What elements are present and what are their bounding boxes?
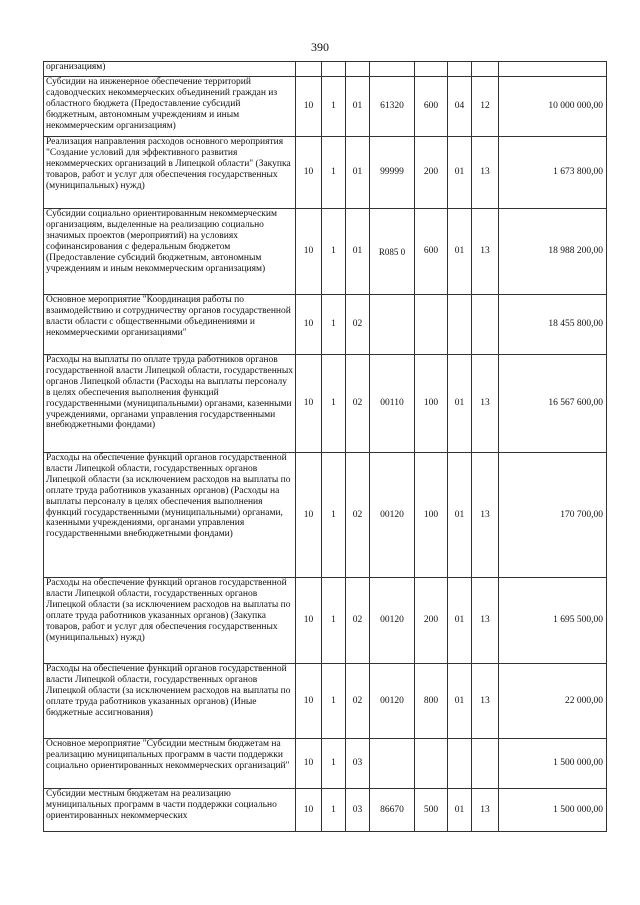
row-subsection: 13: [472, 209, 499, 295]
row-expense-type: 600: [415, 209, 448, 295]
row-amount: 170 700,00: [499, 453, 607, 578]
row-description: Субсидии на инженерное обеспечение территорий садоводческих некоммерческих объединений граждан из областного бюджета (Предоставление субсидий бюджетным, автономным учреждениям и иным некоммерческим организациям): [44, 77, 296, 137]
table-row: [44, 578, 607, 664]
row-event: 02: [346, 355, 370, 453]
row-section: 01: [448, 355, 472, 453]
table-row: [44, 137, 607, 209]
row-amount: 18 455 800,00: [499, 295, 607, 355]
row-amount: 22 000,00: [499, 664, 607, 739]
row-amount: 1 500 000,00: [499, 739, 607, 789]
page-number: 390: [311, 40, 329, 54]
row-program: 10: [296, 578, 322, 664]
row-direction: 00120: [370, 453, 415, 578]
row-direction: R085 0: [370, 209, 415, 295]
row-event: 03: [346, 739, 370, 789]
row-expense-type: 200: [415, 578, 448, 664]
row-direction: 99999: [370, 137, 415, 209]
row-section: [448, 295, 472, 355]
row-subprogram: 1: [322, 209, 346, 295]
row-subprogram: 1: [322, 789, 346, 832]
row-subprogram: 1: [322, 578, 346, 664]
row-subsection: 13: [472, 355, 499, 453]
row-amount: 18 988 200,00: [499, 209, 607, 295]
row-description: Основное мероприятие "Координация работы по взаимодействию и сотрудничеству органов государственной власти области с общественными объединениями и некоммерческими организациями": [44, 295, 296, 355]
row-program: [296, 62, 322, 77]
row-program: 10: [296, 295, 322, 355]
row-subsection: 12: [472, 77, 499, 137]
row-expense-type: [415, 739, 448, 789]
table-row: [44, 664, 607, 739]
row-direction: [370, 295, 415, 355]
row-subsection: 13: [472, 137, 499, 209]
row-description: Расходы на обеспечение функций органов государственной власти Липецкой области, государственных органов Липецкой области (за исключением расходов на выплаты по оплате труда работников указанных органов) (Закупка товаров, работ и услуг для обеспечения государственных (муниципальных) нужд): [44, 578, 296, 664]
row-expense-type: 800: [415, 664, 448, 739]
row-section: 01: [448, 453, 472, 578]
row-description: Расходы на обеспечение функций органов государственной власти Липецкой области, государственных органов Липецкой области (за исключением расходов на выплаты по оплате труда работников указанных органов) (Расходы на выплаты персоналу в целях обеспечения выполнения функций государственными (муниципальными) органами, казенными учреждениями, органами управления государственными внебюджетными фондами): [44, 453, 296, 578]
row-program: 10: [296, 209, 322, 295]
row-description: Расходы на обеспечение функций органов государственной власти Липецкой области, государственных органов Липецкой области (за исключением расходов на выплаты по оплате труда работников указанных органов) (Иные бюджетные ассигнования): [44, 664, 296, 739]
row-description: организациям): [44, 62, 296, 77]
row-event: 03: [346, 789, 370, 832]
row-event: 01: [346, 137, 370, 209]
table-row: [44, 77, 607, 137]
row-expense-type: [415, 295, 448, 355]
row-section: 01: [448, 664, 472, 739]
row-section: 01: [448, 137, 472, 209]
row-description: Субсидии социально ориентированным некоммерческим организациям, выделенные на реализацию социально значимых проектов (мероприятий) на условиях софинансирования с федеральным бюджетом (Предоставление субсидий бюджетным, автономным учреждениям и иным некоммерческим организациям): [44, 209, 296, 295]
row-event: 02: [346, 578, 370, 664]
table-row: [44, 295, 607, 355]
row-amount: 16 567 600,00: [499, 355, 607, 453]
table-row: [44, 355, 607, 453]
row-direction: [370, 739, 415, 789]
row-subsection: 13: [472, 578, 499, 664]
row-program: 10: [296, 664, 322, 739]
row-subprogram: 1: [322, 295, 346, 355]
table-row: [44, 62, 607, 77]
row-expense-type: 600: [415, 77, 448, 137]
row-section: 04: [448, 77, 472, 137]
row-event: 01: [346, 77, 370, 137]
row-amount: 1 500 000,00: [499, 789, 607, 832]
row-program: 10: [296, 739, 322, 789]
row-program: 10: [296, 77, 322, 137]
row-subsection: 13: [472, 789, 499, 832]
row-subprogram: 1: [322, 137, 346, 209]
row-subsection: 13: [472, 664, 499, 739]
row-description: Реализация направления расходов основного мероприятия "Создание условий для эффективного развития некоммерческих организаций в Липецкой области" (Закупка товаров, работ и услуг для обеспечения государственных (муниципальных) нужд): [44, 137, 296, 209]
row-subsection: [472, 739, 499, 789]
row-subsection: 13: [472, 453, 499, 578]
row-program: 10: [296, 355, 322, 453]
row-subprogram: 1: [322, 664, 346, 739]
row-direction: 00110: [370, 355, 415, 453]
row-subsection: [472, 295, 499, 355]
row-expense-type: 200: [415, 137, 448, 209]
row-subprogram: 1: [322, 453, 346, 578]
row-event: 02: [346, 664, 370, 739]
row-description: Субсидии местным бюджетам на реализацию муниципальных программ в части поддержки социально ориентированных некоммерческих: [44, 789, 296, 832]
row-subprogram: 1: [322, 77, 346, 137]
row-description: Расходы на выплаты по оплате труда работников органов государственной власти Липецкой области, государственных органов Липецкой области (Расходы на выплаты персоналу в целях обеспечения выполнения функций государственными (муниципальными) органами, казенными учреждениями, органами управления государственными внебюджетными фондами): [44, 355, 296, 453]
row-section: 01: [448, 789, 472, 832]
row-expense-type: 100: [415, 355, 448, 453]
row-expense-type: 500: [415, 789, 448, 832]
table-row: [44, 453, 607, 578]
row-section: [448, 739, 472, 789]
row-amount: 1 695 500,00: [499, 578, 607, 664]
row-section: 01: [448, 578, 472, 664]
row-event: 02: [346, 453, 370, 578]
table-row: [44, 739, 607, 789]
row-section: [448, 62, 472, 77]
row-expense-type: 100: [415, 453, 448, 578]
row-subprogram: 1: [322, 739, 346, 789]
row-subsection: [472, 62, 499, 77]
row-direction: 61320: [370, 77, 415, 137]
row-event: [346, 62, 370, 77]
row-amount: 1 673 800,00: [499, 137, 607, 209]
row-direction: 00120: [370, 578, 415, 664]
table-row: [44, 789, 607, 832]
row-event: 02: [346, 295, 370, 355]
budget-table: [43, 61, 607, 832]
row-direction: 86670: [370, 789, 415, 832]
row-expense-type: [415, 62, 448, 77]
row-event: 01: [346, 209, 370, 295]
row-direction: 00120: [370, 664, 415, 739]
row-subprogram: [322, 62, 346, 77]
row-program: 10: [296, 137, 322, 209]
row-amount: [499, 62, 607, 77]
row-description: Основное мероприятие "Субсидии местным бюджетам на реализацию муниципальных программ в части поддержки социально ориентированных некоммерческих организаций": [44, 739, 296, 789]
row-program: 10: [296, 453, 322, 578]
row-section: 01: [448, 209, 472, 295]
row-program: 10: [296, 789, 322, 832]
table-row: [44, 209, 607, 295]
row-subprogram: 1: [322, 355, 346, 453]
row-amount: 10 000 000,00: [499, 77, 607, 137]
row-direction: [370, 62, 415, 77]
